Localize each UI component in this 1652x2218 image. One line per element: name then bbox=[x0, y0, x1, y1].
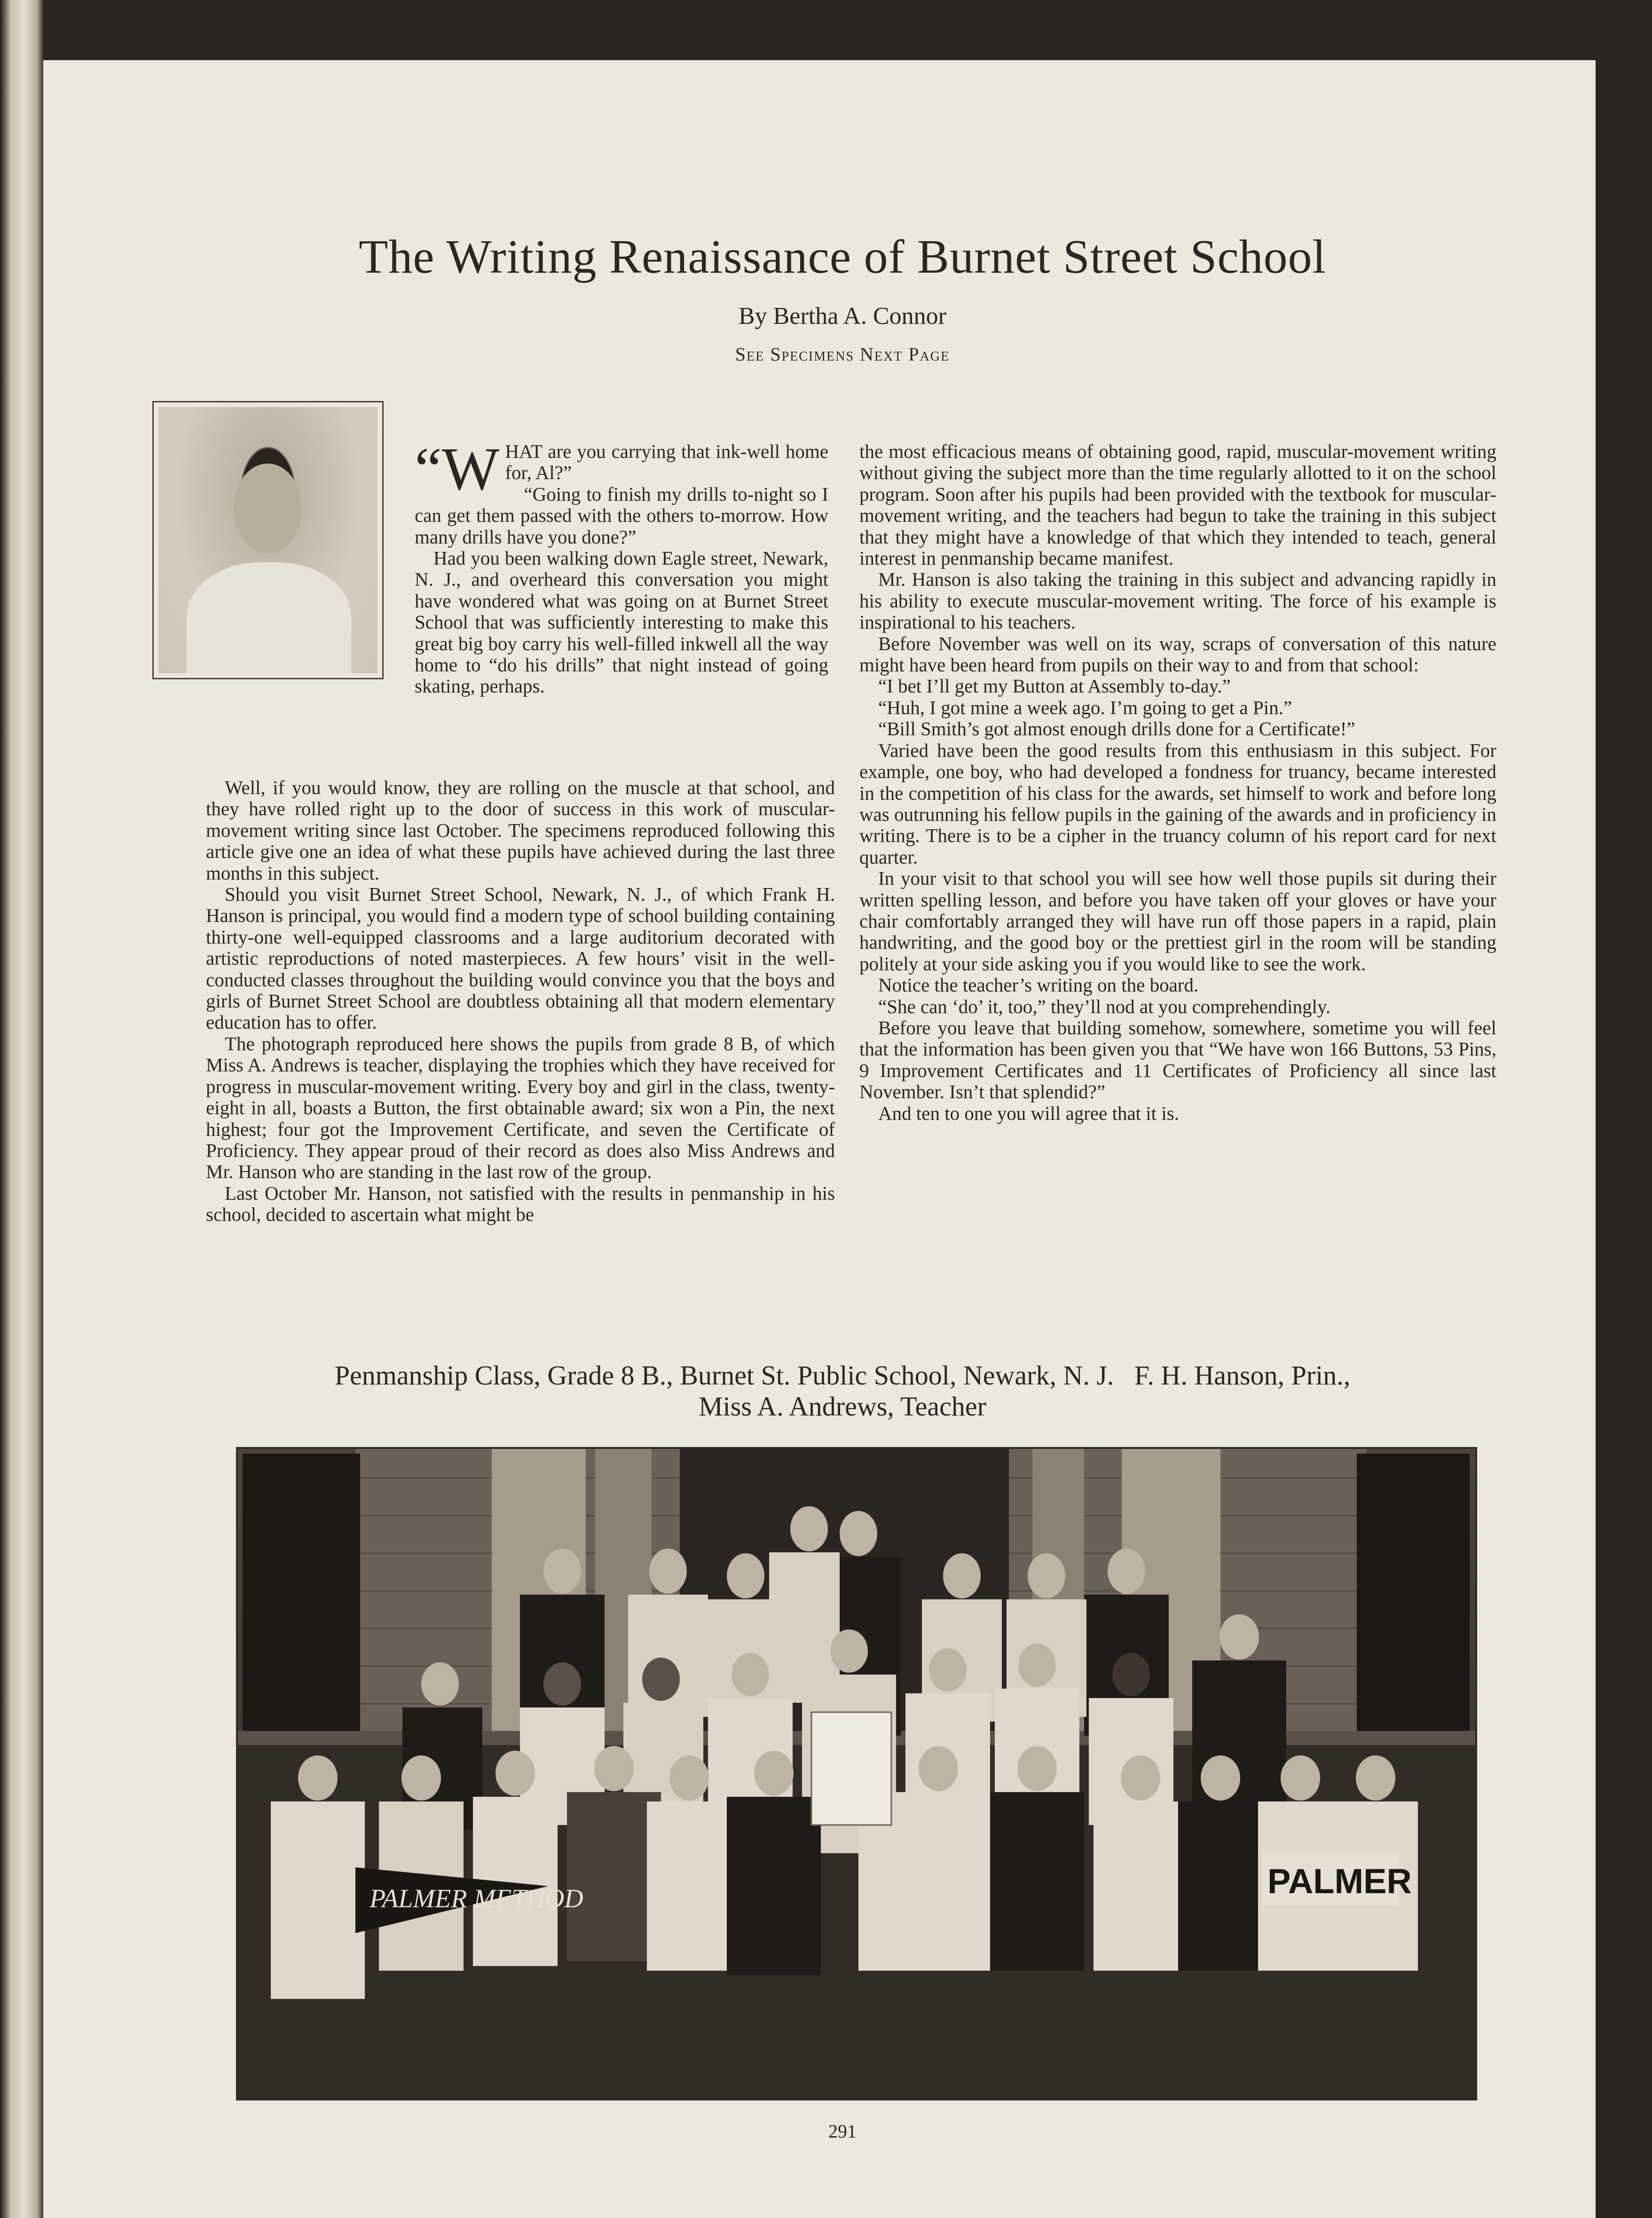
photo-caption-line-2: Miss A. Andrews, Teacher bbox=[699, 1391, 986, 1422]
palmer-sign-text: PALMER bbox=[1267, 1862, 1412, 1901]
left-column bbox=[206, 777, 835, 1226]
right-paragraph-8: In your visit to that school you will see how well those pupils sit during their written spelling lesson, and before you have taken off your gloves or have your chair comfortably arranged they will have run off those papers in a rapid, plain handwriting, and the good boy or the prettiest girl in the room will be standing politely at your side asking you if you would like to see the work. bbox=[859, 867, 1496, 975]
right-paragraph-4: “I bet I’ll get my Button at Assembly to-day.” bbox=[878, 675, 1231, 697]
adjacent-page-edge bbox=[0, 0, 43, 2218]
portrait-face bbox=[234, 464, 302, 553]
left-paragraph-3: The photograph reproduced here shows the pupils from grade 8 B, of which Miss A. Andrews is teacher, displaying the trophies which they have received for progress in muscular-movement writing. Every boy and girl in the class, twenty-eight in all, boasts a Button, the first obtainable award; six won a Pin, the next highest; four got the Improvement Certificate, and seven the Certificate of Proficiency. They appear proud of their record as does also Miss Andrews and Mr. Hanson who are standing in the last row of the group. bbox=[206, 1032, 835, 1183]
article-byline: By Bertha A. Connor bbox=[739, 303, 946, 330]
page-number: 291 bbox=[828, 2121, 857, 2142]
right-paragraph-5: “Huh, I got mine a week ago. I’m going to get a Pin.” bbox=[878, 696, 1292, 718]
intro-paragraph-1 bbox=[415, 435, 828, 503]
intro-paragraph-2: “Going to finish my drills to-night so I can get them passed with the others to-morrow. How many drills have you done?” bbox=[415, 483, 828, 548]
drop-cap: “W bbox=[415, 435, 500, 503]
portrait-collar bbox=[187, 562, 351, 673]
class-photograph-image bbox=[238, 1449, 1475, 2099]
right-column bbox=[859, 441, 1496, 1124]
portrait-photo bbox=[158, 407, 378, 673]
right-paragraph-7: Varied have been the good results from this enthusiasm in this subject. For example, one boy, who had developed a fondness for truancy, became interested in the competition of his class for the awards, set himself to work and before long was outrunning his fellow pupils in the gaining of the awards and in proficiency in writing. There is to be a cipher in the truancy column of his report card for next quarter. bbox=[859, 739, 1497, 868]
intro-paragraph-3: Had you been walking down Eagle street, Newark, N. J., and overheard this conversation you might have wondered what was going on at Burnet Street School that was sufficiently interesting to make this great big boy carry his well-filled inkwell all the way home to “do his drills” that night instead of going skating, perhaps. bbox=[415, 547, 828, 697]
right-paragraph-11: Before you leave that building somehow, somewhere, sometime you will feel that the information has been given you that “We have won 166 Buttons, 53 Pins, 9 Improvement Certificates and 11 Certificates of Proficiency all since last November. Isn’t that splendid?” bbox=[859, 1016, 1496, 1103]
author-portrait bbox=[152, 401, 384, 679]
photo-caption-line-1: Penmanship Class, Grade 8 B., Burnet St. Public School, Newark, N. J. F. H. Hanson, Prin., bbox=[334, 1360, 1351, 1391]
right-paragraph-1: the most efficacious means of obtaining good, rapid, muscular-movement writing without giving the subject more than the time regularly allotted to it on the school program. Soon after his pupils had been provided with the textbook for muscular-movement writing, and the teachers had begun to take the training in this subject that they might have a knowledge of that which they intended to teach, general interest in penmanship became manifest. bbox=[859, 440, 1496, 569]
right-paragraph-9: Notice the teacher’s writing on the board. bbox=[878, 974, 1199, 996]
intro-paragraph-1-text: HAT are you carrying that ink-well home for, Al?” bbox=[505, 440, 828, 484]
specimens-note: See Specimens Next Page bbox=[735, 344, 950, 365]
right-paragraph-12: And ten to one you will agree that it is. bbox=[878, 1102, 1179, 1124]
right-paragraph-10: “She can ‘do’ it, too,” they’ll nod at you comprehendingly. bbox=[878, 995, 1331, 1017]
right-paragraph-3: Before November was well on its way, scraps of conversation of this nature might have been heard from pupils on their way to and from that school: bbox=[859, 632, 1496, 676]
right-paragraph-6: “Bill Smith’s got almost enough drills done for a Certificate!” bbox=[878, 718, 1355, 740]
left-paragraph-2: Should you visit Burnet Street School, Newark, N. J., of which Frank H. Hanson is principal, you would find a modern type of school building containing thirty-one well-equipped classrooms and a large auditorium decorated with artistic reproductions of noted masterpieces. A few hours’ visit in the well-conducted classes throughout the building would convince you that the boys and girls of Burnet Street School are doubtless obtaining all that modern elementary education has to offer. bbox=[206, 883, 835, 1033]
intro-column bbox=[415, 435, 828, 697]
class-photograph bbox=[236, 1447, 1477, 2100]
magazine-page bbox=[43, 60, 1596, 2218]
right-paragraph-2: Mr. Hanson is also taking the training in this subject and advancing rapidly in his ability to execute muscular-movement writing. The force of his example is inspirational to his teachers. bbox=[859, 568, 1496, 633]
left-paragraph-4: Last October Mr. Hanson, not satisfied with the results in penmanship in his school, decided to ascertain what might be bbox=[206, 1182, 835, 1226]
photo-caption bbox=[43, 1360, 1642, 1422]
left-paragraph-1: Well, if you would know, they are rolling on the muscle at that school, and they have rolled right up to the door of success in this work of muscular-movement writing since last October. The specimens reproduced following this article give one an idea of what these pupils have achieved during the last three months in this subject. bbox=[206, 777, 835, 884]
pennant-text: PALMER METHOD bbox=[370, 1884, 583, 1913]
article-title: The Writing Renaissance of Burnet Street School bbox=[359, 230, 1326, 283]
